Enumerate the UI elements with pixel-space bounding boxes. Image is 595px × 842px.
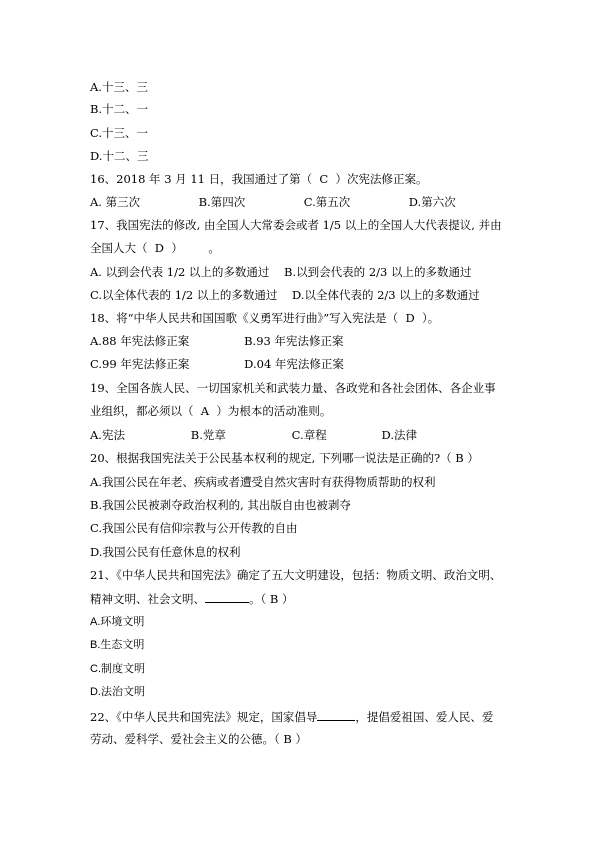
q20-option-c: C.我国公民有信仰宗教与公开传教的自由 — [90, 521, 298, 535]
q20-question: 20、根据我国宪法关于公民基本权利的规定, 下列哪一说法是正确的?（ B ） — [90, 451, 479, 465]
q21-question-text: 精神文明、社会文明、 — [90, 592, 205, 606]
q17-question-line1: 17、我国宪法的修改, 由全国人大常委会或者 1/5 以上的全国人大代表提议, 并由 — [90, 218, 502, 232]
q22-question-line2: 劳动、爱科学、爱社会主义的公德。（ B ） — [90, 732, 308, 746]
q20-option-d: D.我国公民有任意休息的权利 — [90, 545, 241, 559]
q21-option-c: C.制度文明 — [90, 663, 145, 675]
q22-question-text: 22、《中华人民共和国宪法》规定，国家倡导 — [90, 710, 318, 724]
q17-options-ab: A. 以到会代表 1/2 以上的多数通过 B.以到会代表的 2/3 以上的多数通过 — [90, 265, 472, 279]
q20-option-a: A.我国公民在年老、疾病或者遭受自然灾害时有获得物质帮助的权利 — [90, 475, 436, 489]
q15-option-c: C.十三、一 — [90, 126, 149, 140]
q19-options: A.宪法 B.党章 C.章程 D.法律 — [90, 428, 418, 442]
q21-question-line1: 21、《中华人民共和国宪法》确定了五大文明建设，包括：物质文明、政治文明、 — [90, 568, 502, 582]
q18-options-cd: C.99 年宪法修正案 D.04 年宪法修正案 — [90, 357, 344, 371]
q21-option-a: A.环境文明 — [90, 616, 145, 628]
q22-question-line1 — [90, 709, 493, 724]
q21-answer-blank — [205, 591, 249, 603]
q21-option-d: D.法治文明 — [90, 686, 145, 698]
q16-options: A. 第三次 B.第四次 C.第五次 D.第六次 — [90, 195, 456, 209]
q22-answer-blank — [317, 709, 355, 721]
q19-question-line1: 19、全国各族人民、一切国家机关和武装力量、各政党和各社会团体、各企业事 — [90, 381, 496, 395]
q21-question-line2 — [90, 591, 294, 606]
q21-option-b: B.生态文明 — [90, 639, 145, 651]
q22-question-tail: ，提倡爱祖国、爱人民、爱 — [355, 710, 494, 724]
q17-options-cd: C.以全体代表的 1/2 以上的多数通过 D.以全体代表的 2/3 以上的多数通过 — [90, 288, 480, 302]
q18-question: 18、将“中华人民共和国国歌《义勇军进行曲》”写入宪法是（ D ）。 — [90, 311, 440, 325]
q21-question-tail: 。（ B ） — [249, 592, 294, 606]
q19-question-line2: 业组织，都必须以（ A ）为根本的活动准则。 — [90, 404, 332, 418]
q16-question: 16、2018 年 3 月 11 日，我国通过了第（ C ）次宪法修正案。 — [90, 172, 428, 186]
q15-option-b: B.十二、一 — [90, 102, 149, 116]
q15-option-a: A.十三、三 — [90, 80, 148, 94]
q18-options-ab: A.88 年宪法修正案 B.93 年宪法修正案 — [90, 334, 344, 348]
q15-option-d: D.十二、三 — [90, 149, 149, 163]
q20-option-b: B.我国公民被剥夺政治权利的, 其出版自由也被剥夺 — [90, 498, 351, 512]
q17-question-line2: 全国人大（ D ） 。 — [90, 241, 220, 255]
